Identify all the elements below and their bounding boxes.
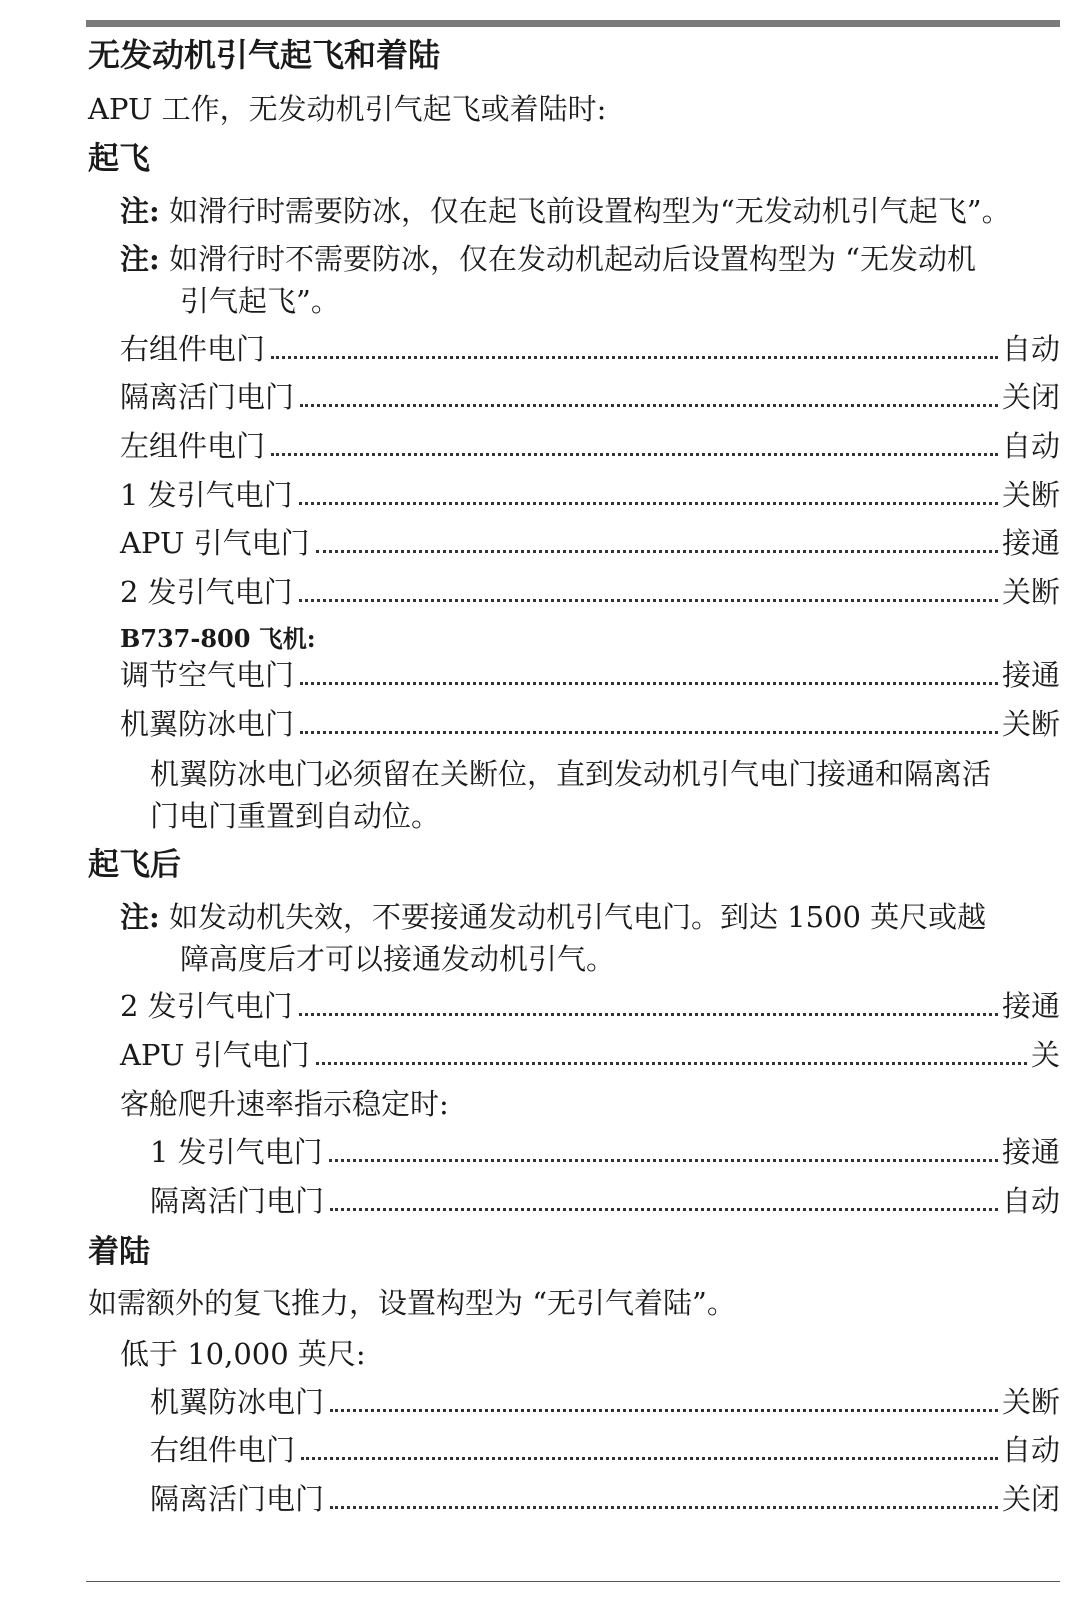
item-label: APU 引气电门 [120,1038,310,1072]
item-label: 左组件电门 [120,429,266,463]
item-value: 关断 [1001,478,1060,512]
checklist-item [120,524,1060,562]
checklist-item [120,427,1060,465]
checklist-item [150,1182,1060,1220]
item-value: 关断 [1001,575,1060,609]
leader-dots [316,550,998,553]
item-value: 接通 [1001,526,1060,560]
leader-dots [299,599,998,602]
below-altitude-label: 低于 10,000 英尺: [120,1337,366,1371]
item-value: 关断 [1001,707,1060,741]
item-value: 关断 [1001,1385,1060,1419]
note-label: 注: [120,900,160,934]
item-value: 关闭 [1001,1482,1060,1516]
item-label: 隔离活门电门 [120,380,295,414]
checklist-item [120,476,1060,514]
checklist-item [120,705,1060,743]
item-label: 2 发引气电门 [120,575,293,609]
item-label: APU 引气电门 [120,526,310,560]
leader-dots [300,682,998,685]
item-label: 2 发引气电门 [120,989,293,1023]
takeoff-note-2 [120,240,976,278]
item-value: 关 [1030,1038,1060,1072]
aircraft-label: B737-800 飞机: [120,624,316,653]
checklist-item [120,330,1060,368]
checklist-item [150,1480,1060,1518]
cabin-rate-label: 客舱爬升速率指示稳定时: [120,1087,449,1121]
note-text: 如滑行时需要防冰，仅在起飞前设置构型为“无发动机引气起飞”。 [168,194,1011,228]
landing-heading: 着陆 [88,1234,150,1270]
intro-text: APU 工作，无发动机引气起飞或着陆时: [88,92,607,126]
after-takeoff-heading: 起飞后 [88,847,181,883]
checklist-item [120,656,1060,694]
leader-dots [300,731,998,734]
wing-anti-ice-paragraph: 机翼防冰电门必须留在关断位，直到发动机引气电门接通和隔离活 [150,757,992,791]
checklist-item [120,1036,1060,1074]
item-value: 关闭 [1001,380,1060,414]
leader-dots [329,1159,998,1162]
note-label: 注: [120,242,160,276]
note-label: 注: [120,194,160,228]
item-label: 1 发引气电门 [120,478,293,512]
checklist-item [120,378,1060,416]
item-value: 自动 [1001,1184,1060,1218]
leader-dots [271,453,998,456]
item-value: 接通 [1001,658,1060,692]
checklist-item [120,573,1060,611]
landing-text: 如需额外的复飞推力，设置构型为 “无引气着陆”。 [88,1286,736,1320]
item-label: 隔离活门电门 [150,1482,325,1516]
after-takeoff-note [120,898,986,936]
item-label: 机翼防冰电门 [150,1385,325,1419]
leader-dots [271,356,998,359]
item-value: 自动 [1001,1433,1060,1467]
note-text: 如发动机失效，不要接通发动机引气电门。到达 1500 英尺或越 [168,900,987,934]
item-label: 右组件电门 [120,332,266,366]
takeoff-heading: 起飞 [88,141,150,177]
after-takeoff-note-cont: 障高度后才可以接通发动机引气。 [180,942,616,976]
leader-dots [299,502,998,505]
leader-dots [301,1457,998,1460]
item-label: 机翼防冰电门 [120,707,295,741]
bottom-rule [86,1581,1060,1582]
item-label: 调节空气电门 [120,658,295,692]
item-value: 自动 [1001,429,1060,463]
leader-dots [330,1506,998,1509]
checklist-item [150,1133,1060,1171]
leader-dots [299,1013,998,1016]
item-value: 接通 [1001,989,1060,1023]
page-title: 无发动机引气起飞和着陆 [88,36,441,74]
leader-dots [330,1409,998,1412]
checklist-item [120,987,1060,1025]
takeoff-note-2-cont: 引气起飞”。 [180,284,340,318]
top-rule [86,20,1060,27]
item-label: 右组件电门 [150,1433,296,1467]
item-value: 自动 [1001,332,1060,366]
note-text: 如滑行时不需要防冰，仅在发动机起动后设置构型为 “无发动机 [168,242,976,276]
checklist-item [150,1383,1060,1421]
item-label: 1 发引气电门 [150,1135,323,1169]
takeoff-note-1 [120,192,1011,230]
item-label: 隔离活门电门 [150,1184,325,1218]
wing-anti-ice-paragraph-cont: 门电门重置到自动位。 [150,799,441,833]
leader-dots [316,1062,1027,1065]
item-value: 接通 [1001,1135,1060,1169]
leader-dots [330,1208,998,1211]
leader-dots [300,404,998,407]
checklist-item [150,1431,1060,1469]
